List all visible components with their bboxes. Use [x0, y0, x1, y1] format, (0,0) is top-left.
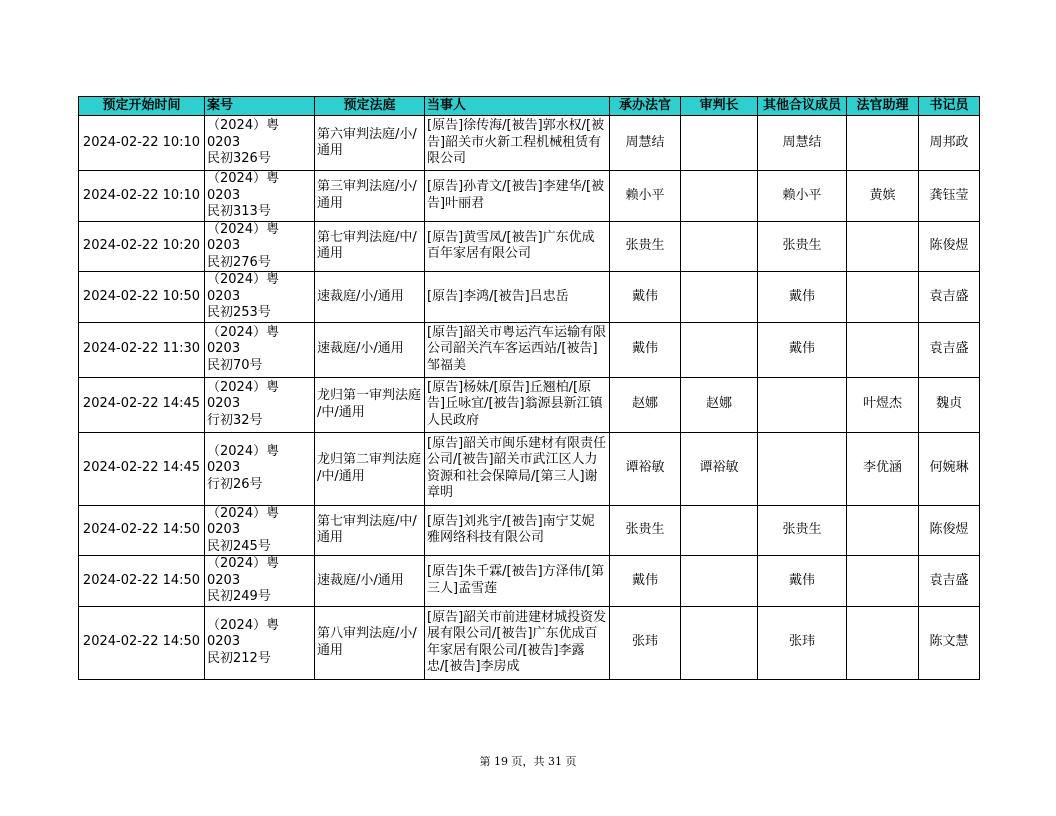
- judge-assistant-cell: 李优涵: [847, 432, 919, 505]
- courtroom-cell: 速裁庭/小/通用: [315, 556, 425, 607]
- chief-judge-cell: [681, 606, 758, 679]
- table-row: [79, 377, 980, 432]
- clerk-cell: 袁吉盛: [919, 556, 980, 607]
- presiding-judge-cell: 张贵生: [610, 505, 681, 556]
- start-time-cell: 2024-02-22 14:50: [79, 505, 205, 556]
- courtroom-cell: 龙归第二审判法庭 /中/通用: [315, 432, 425, 505]
- case-number-cell: （2024）粤0203 民初253号: [205, 272, 315, 323]
- table-row: [79, 272, 980, 323]
- page-footer: 第 19 页，共 31 页: [479, 755, 577, 768]
- header-clerk: 书记员: [919, 97, 980, 116]
- chief-judge-cell: [681, 116, 758, 171]
- courtroom-cell: 速裁庭/小/通用: [315, 272, 425, 323]
- table-row: [79, 432, 980, 505]
- chief-judge-cell: 赵娜: [681, 377, 758, 432]
- header-panel-members: 其他合议成员: [758, 97, 847, 116]
- table-row: [79, 505, 980, 556]
- table-row: [79, 322, 980, 377]
- header-judge-assistant: 法官助理: [847, 97, 919, 116]
- parties-cell: [原告]刘兆宇/[被告]南宁艾妮雅网络科技有限公司: [425, 505, 610, 556]
- header-chief-judge: 审判长: [681, 97, 758, 116]
- clerk-cell: 陈俊煜: [919, 505, 980, 556]
- courtroom-cell: 速裁庭/小/通用: [315, 322, 425, 377]
- parties-cell: [原告]李鸿/[被告]吕忠岳: [425, 272, 610, 323]
- clerk-cell: 袁吉盛: [919, 272, 980, 323]
- chief-judge-cell: [681, 221, 758, 272]
- panel-members-cell: [758, 432, 847, 505]
- judge-assistant-cell: [847, 272, 919, 323]
- header-courtroom: 预定法庭: [315, 97, 425, 116]
- parties-cell: [原告]朱千霖/[被告]方泽伟/[第三人]孟雪莲: [425, 556, 610, 607]
- parties-cell: [原告]韶关市前进建材城投资发展有限公司/[被告]广东优成百年家居有限公司/[被告]李露忠/[被告]李房成: [425, 606, 610, 679]
- start-time-cell: 2024-02-22 14:45: [79, 432, 205, 505]
- panel-members-cell: 戴伟: [758, 322, 847, 377]
- case-number-cell: （2024）粤0203 民初313号: [205, 171, 315, 222]
- start-time-cell: 2024-02-22 14:50: [79, 606, 205, 679]
- presiding-judge-cell: 戴伟: [610, 322, 681, 377]
- chief-judge-cell: [681, 272, 758, 323]
- panel-members-cell: 张贵生: [758, 221, 847, 272]
- judge-assistant-cell: 黄嫔: [847, 171, 919, 222]
- panel-members-cell: 赖小平: [758, 171, 847, 222]
- case-number-cell: （2024）粤0203 行初26号: [205, 432, 315, 505]
- presiding-judge-cell: 戴伟: [610, 272, 681, 323]
- judge-assistant-cell: [847, 116, 919, 171]
- parties-cell: [原告]黄雪凤/[被告]广东优成百年家居有限公司: [425, 221, 610, 272]
- courtroom-cell: 龙归第一审判法庭 /中/通用: [315, 377, 425, 432]
- table-row: [79, 221, 980, 272]
- case-number-cell: （2024）粤0203 民初276号: [205, 221, 315, 272]
- clerk-cell: 魏贞: [919, 377, 980, 432]
- chief-judge-cell: [681, 505, 758, 556]
- courtroom-cell: 第六审判法庭/小/ 通用: [315, 116, 425, 171]
- chief-judge-cell: [681, 322, 758, 377]
- case-number-cell: （2024）粤0203 民初212号: [205, 606, 315, 679]
- presiding-judge-cell: 周慧结: [610, 116, 681, 171]
- panel-members-cell: [758, 377, 847, 432]
- judge-assistant-cell: [847, 221, 919, 272]
- case-number-cell: （2024）粤0203 民初326号: [205, 116, 315, 171]
- case-number-cell: （2024）粤0203 民初70号: [205, 322, 315, 377]
- start-time-cell: 2024-02-22 10:20: [79, 221, 205, 272]
- parties-cell: [原告]徐传海/[被告]郭水权/[被告]韶关市火新工程机械租赁有限公司: [425, 116, 610, 171]
- case-number-cell: （2024）粤0203 行初32号: [205, 377, 315, 432]
- panel-members-cell: 张玮: [758, 606, 847, 679]
- panel-members-cell: 周慧结: [758, 116, 847, 171]
- table-row: [79, 116, 980, 171]
- header-presiding-judge: 承办法官: [610, 97, 681, 116]
- clerk-cell: 周邦政: [919, 116, 980, 171]
- clerk-cell: 袁吉盛: [919, 322, 980, 377]
- start-time-cell: 2024-02-22 14:45: [79, 377, 205, 432]
- presiding-judge-cell: 谭裕敏: [610, 432, 681, 505]
- start-time-cell: 2024-02-22 11:30: [79, 322, 205, 377]
- presiding-judge-cell: 张贵生: [610, 221, 681, 272]
- panel-members-cell: 戴伟: [758, 272, 847, 323]
- clerk-cell: 陈俊煜: [919, 221, 980, 272]
- courtroom-cell: 第七审判法庭/中/ 通用: [315, 221, 425, 272]
- parties-cell: [原告]韶关市粤运汽车运输有限公司韶关汽车客运西站/[被告]邹福美: [425, 322, 610, 377]
- table-row: [79, 171, 980, 222]
- table-row: [79, 556, 980, 607]
- judge-assistant-cell: [847, 556, 919, 607]
- start-time-cell: 2024-02-22 14:50: [79, 556, 205, 607]
- judge-assistant-cell: [847, 322, 919, 377]
- chief-judge-cell: 谭裕敏: [681, 432, 758, 505]
- table-row: [79, 606, 980, 679]
- chief-judge-cell: [681, 556, 758, 607]
- panel-members-cell: 张贵生: [758, 505, 847, 556]
- judge-assistant-cell: [847, 606, 919, 679]
- hearing-schedule-table: [78, 96, 980, 680]
- header-start-time: 预定开始时间: [79, 97, 205, 116]
- start-time-cell: 2024-02-22 10:50: [79, 272, 205, 323]
- header-case-number: 案号: [205, 97, 315, 116]
- parties-cell: [原告]韶关市闽乐建材有限责任公司/[被告]韶关市武江区人力资源和社会保障局/[第三人]谢章明: [425, 432, 610, 505]
- parties-cell: [原告]杨妹/[原告]丘翘柏/[原告]丘咏宜/[被告]翁源县新江镇人民政府: [425, 377, 610, 432]
- parties-cell: [原告]孙青文/[被告]李建华/[被告]叶丽君: [425, 171, 610, 222]
- presiding-judge-cell: 赖小平: [610, 171, 681, 222]
- courtroom-cell: 第八审判法庭/小/ 通用: [315, 606, 425, 679]
- clerk-cell: 陈文慧: [919, 606, 980, 679]
- case-number-cell: （2024）粤0203 民初249号: [205, 556, 315, 607]
- clerk-cell: 龚钰莹: [919, 171, 980, 222]
- panel-members-cell: 戴伟: [758, 556, 847, 607]
- case-number-cell: （2024）粤0203 民初245号: [205, 505, 315, 556]
- chief-judge-cell: [681, 171, 758, 222]
- presiding-judge-cell: 戴伟: [610, 556, 681, 607]
- judge-assistant-cell: [847, 505, 919, 556]
- presiding-judge-cell: 张玮: [610, 606, 681, 679]
- header-parties: 当事人: [425, 97, 610, 116]
- start-time-cell: 2024-02-22 10:10: [79, 116, 205, 171]
- clerk-cell: 何婉琳: [919, 432, 980, 505]
- presiding-judge-cell: 赵娜: [610, 377, 681, 432]
- start-time-cell: 2024-02-22 10:10: [79, 171, 205, 222]
- courtroom-cell: 第三审判法庭/小/ 通用: [315, 171, 425, 222]
- judge-assistant-cell: 叶煜杰: [847, 377, 919, 432]
- courtroom-cell: 第七审判法庭/中/ 通用: [315, 505, 425, 556]
- table-header-row: [79, 97, 980, 116]
